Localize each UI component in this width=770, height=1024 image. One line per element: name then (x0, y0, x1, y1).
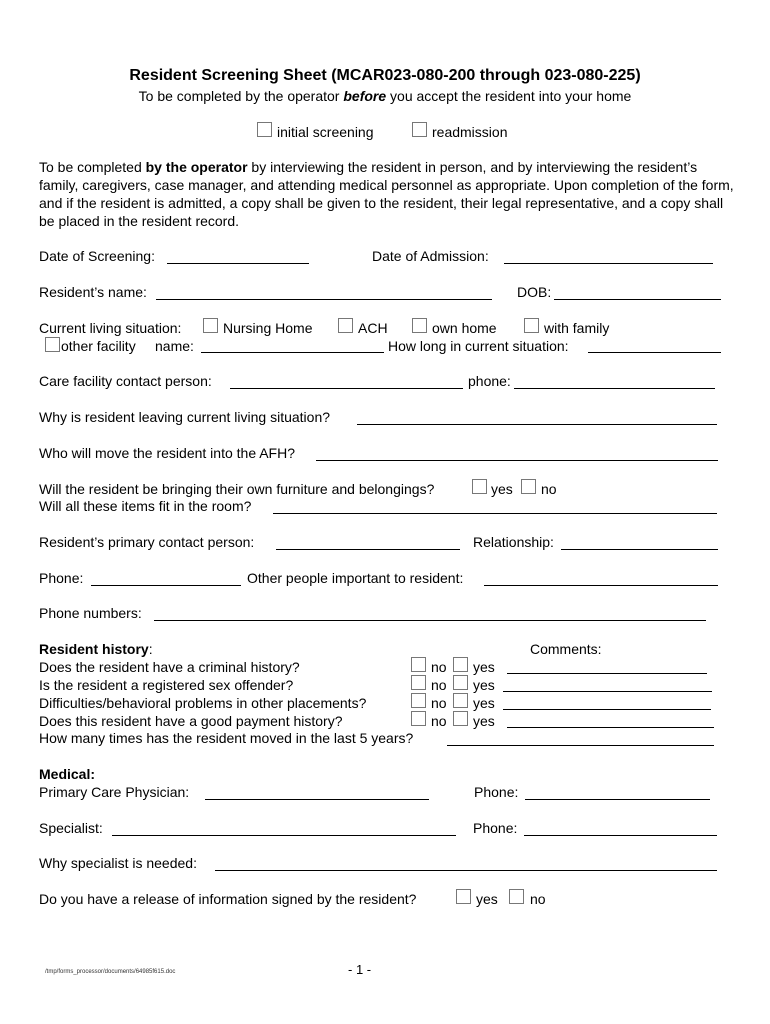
payment-question: Does this resident have a good payment history? (39, 713, 343, 729)
behavior-question: Difficulties/behavioral problems in other placements? (39, 695, 367, 711)
sex-offender-no-label: no (431, 677, 447, 693)
phone-numbers-label: Phone numbers: (39, 605, 142, 621)
criminal-yes-label: yes (473, 659, 495, 675)
date-screening-label: Date of Screening: (39, 248, 155, 264)
behavior-no-checkbox[interactable] (411, 693, 426, 708)
furniture-label: Will the resident be bringing their own furniture and belongings? (39, 481, 435, 497)
physician-phone-field[interactable] (525, 799, 710, 800)
why-leaving-field[interactable] (357, 424, 717, 425)
payment-yes-label: yes (473, 713, 495, 729)
payment-comment-field[interactable] (507, 727, 714, 728)
criminal-yes-checkbox[interactable] (453, 657, 468, 672)
page-title: Resident Screening Sheet (MCAR023-080-200 through 023-080-225) (129, 67, 641, 84)
release-yes-checkbox[interactable] (456, 889, 471, 904)
why-leaving-label: Why is resident leaving current living situation? (39, 409, 331, 425)
primary-contact-field[interactable] (276, 549, 460, 550)
phone-field[interactable] (91, 585, 241, 586)
care-phone-label: phone: (468, 373, 511, 389)
who-move-field[interactable] (316, 460, 718, 461)
release-question: Do you have a release of information signed by the resident? (39, 891, 417, 907)
subtitle-emphasis: before (343, 88, 387, 104)
readmission-checkbox[interactable] (412, 122, 427, 137)
relationship-label: Relationship: (473, 534, 554, 550)
how-long-label: How long in current situation: (388, 338, 569, 354)
release-no-checkbox[interactable] (509, 889, 524, 904)
care-contact-field[interactable] (230, 388, 463, 389)
physician-field[interactable] (205, 799, 429, 800)
criminal-no-label: no (431, 659, 447, 675)
fit-room-field[interactable] (273, 513, 717, 514)
specialist-phone-label: Phone: (473, 820, 518, 836)
criminal-comment-field[interactable] (507, 673, 707, 674)
furniture-yes-checkbox[interactable] (472, 479, 487, 494)
subtitle-post: you accept the resident into your home (386, 88, 632, 104)
care-phone-field[interactable] (514, 388, 715, 389)
physician-label: Primary Care Physician: (39, 784, 190, 800)
payment-no-label: no (431, 713, 447, 729)
nursing-home-label: Nursing Home (223, 320, 313, 336)
specialist-label: Specialist: (39, 820, 103, 836)
history-heading-colon: : (148, 641, 153, 657)
other-people-field[interactable] (484, 585, 718, 586)
with-family-checkbox[interactable] (524, 318, 539, 333)
behavior-comment-field[interactable] (503, 709, 711, 710)
other-facility-checkbox[interactable] (45, 337, 60, 352)
phone-numbers-field[interactable] (154, 620, 706, 621)
care-contact-label: Care facility contact person: (39, 373, 212, 389)
behavior-no-label: no (431, 695, 447, 711)
furniture-yes-label: yes (491, 481, 513, 497)
physician-phone-label: Phone: (474, 784, 519, 800)
furniture-no-label: no (541, 481, 557, 497)
criminal-history-question: Does the resident have a criminal history? (39, 659, 300, 675)
with-family-label: with family (544, 320, 610, 336)
behavior-yes-label: yes (473, 695, 495, 711)
relationship-field[interactable] (561, 549, 718, 550)
comments-label: Comments: (530, 641, 602, 657)
release-no-label: no (530, 891, 546, 907)
footer-file-path: /tmp/forms_processor/documents/64985f615.doc (45, 969, 176, 975)
subtitle-pre: To be completed by the operator (138, 88, 344, 104)
specialist-phone-field[interactable] (524, 835, 717, 836)
sex-offender-no-checkbox[interactable] (411, 675, 426, 690)
sex-offender-question: Is the resident a registered sex offender? (39, 677, 294, 693)
facility-name-label: name: (155, 338, 194, 354)
facility-name-field[interactable] (201, 352, 384, 353)
resident-name-field[interactable] (156, 299, 492, 300)
history-heading (39, 642, 153, 656)
release-yes-label: yes (476, 891, 498, 907)
date-admission-label: Date of Admission: (372, 248, 489, 264)
criminal-no-checkbox[interactable] (411, 657, 426, 672)
intro-pre: To be completed (39, 159, 146, 175)
why-specialist-field[interactable] (215, 870, 717, 871)
why-specialist-label: Why specialist is needed: (39, 855, 197, 871)
sex-offender-yes-label: yes (473, 677, 495, 693)
fit-room-label: Will all these items fit in the room? (39, 498, 252, 514)
page-number: - 1 - (348, 962, 372, 977)
moved-question: How many times has the resident moved in the last 5 years? (39, 730, 414, 746)
history-heading-text: Resident history (39, 641, 149, 657)
resident-name-label: Resident’s name: (39, 284, 147, 300)
payment-yes-checkbox[interactable] (453, 711, 468, 726)
dob-label: DOB: (517, 284, 552, 300)
living-situation-label: Current living situation: (39, 320, 182, 336)
moved-field[interactable] (447, 745, 714, 746)
specialist-field[interactable] (112, 835, 456, 836)
furniture-no-checkbox[interactable] (521, 479, 536, 494)
intro-bold: by the operator (145, 159, 248, 175)
who-move-label: Who will move the resident into the AFH? (39, 445, 296, 461)
nursing-home-checkbox[interactable] (203, 318, 218, 333)
date-admission-field[interactable] (504, 263, 713, 264)
other-people-label: Other people important to resident: (247, 570, 464, 586)
sex-offender-yes-checkbox[interactable] (453, 675, 468, 690)
intro-post: by interviewing the resident in person, and by interviewing the resident’s family, caregivers, case manager, and attending medical personnel as appropriate. Upon completion of the form, and if the resident is admitted, a copy shall be given to the resident, their legal representative, and a copy shall be placed in the resident record. (39, 159, 734, 229)
readmission-label: readmission (432, 124, 508, 140)
own-home-label: own home (432, 320, 497, 336)
own-home-checkbox[interactable] (412, 318, 427, 333)
initial-screening-label: initial screening (277, 124, 374, 140)
how-long-field[interactable] (588, 352, 721, 353)
other-facility-label: other facility (61, 338, 136, 354)
date-screening-field[interactable] (167, 263, 309, 264)
intro-paragraph (39, 158, 739, 230)
page-subtitle (0, 89, 770, 103)
sex-offender-comment-field[interactable] (503, 691, 712, 692)
payment-no-checkbox[interactable] (411, 711, 426, 726)
primary-contact-label: Resident’s primary contact person: (39, 534, 255, 550)
ach-checkbox[interactable] (338, 318, 353, 333)
medical-heading: Medical: (39, 766, 96, 782)
ach-label: ACH (358, 320, 388, 336)
phone-label: Phone: (39, 570, 84, 586)
dob-field[interactable] (554, 299, 721, 300)
initial-screening-checkbox[interactable] (257, 122, 272, 137)
behavior-yes-checkbox[interactable] (453, 693, 468, 708)
